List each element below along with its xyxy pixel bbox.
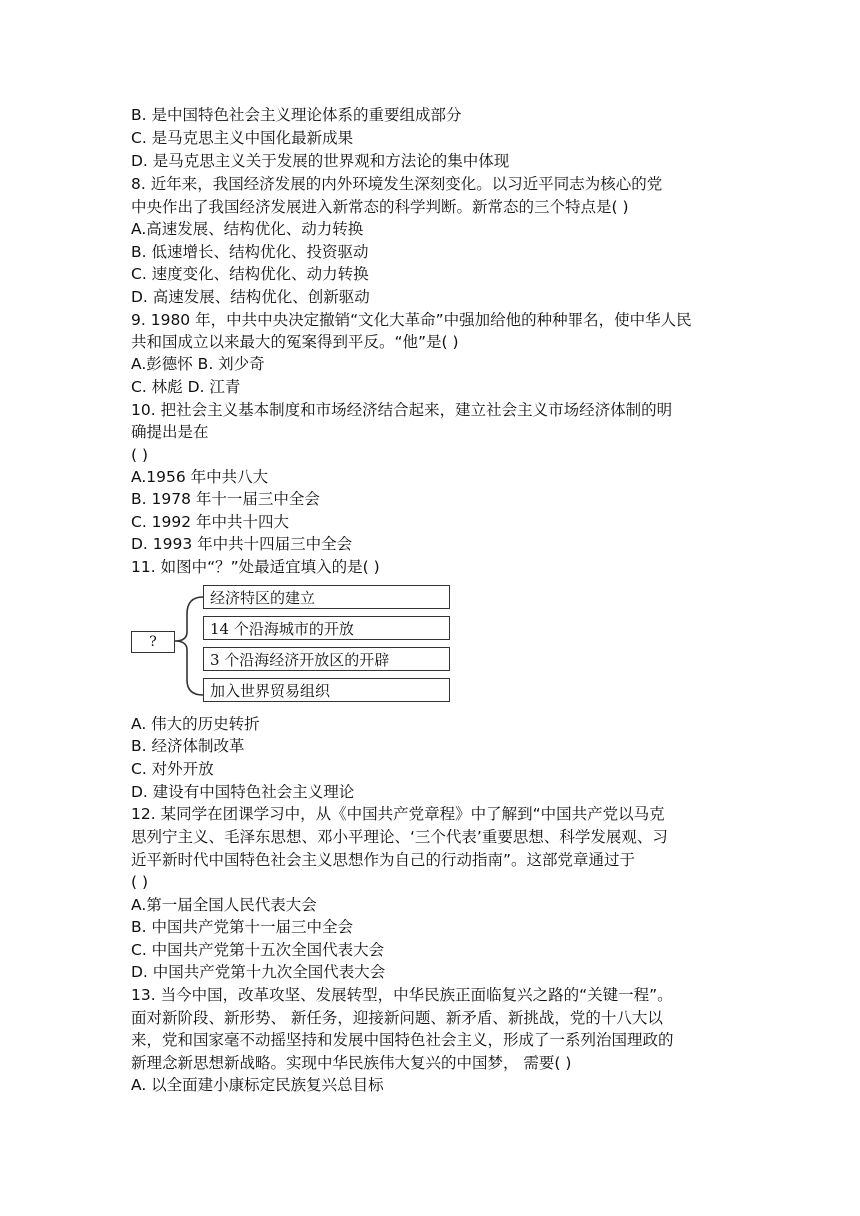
option-7d: D. 是马克思主义关于发展的世界观和方法论的集中体现 <box>131 152 510 170</box>
question-10-line-1: 10. 把社会主义基本制度和市场经济结合起来，建立社会主义市场经济体制的明 <box>131 401 673 419</box>
question-13-line-2: 面对新阶段、新形势、 新任务，迎接新问题、新矛盾、新挑战，党的十八大以 <box>131 1009 663 1027</box>
option-12a: A.第一届全国人民代表大会 <box>131 896 317 914</box>
diagram-item-2: 14 个沿海城市的开放 <box>203 616 450 640</box>
option-12d: D. 中国共产党第十九次全国代表大会 <box>131 963 386 981</box>
option-12b: B. 中国共产党第十一届三中全会 <box>131 918 353 936</box>
question-10-line-2: 确提出是在 <box>131 423 209 441</box>
unknown-box: ? <box>131 631 175 653</box>
option-8a: A.高速发展、结构优化、动力转换 <box>131 220 364 238</box>
option-7c: C. 是马克思主义中国化最新成果 <box>131 129 354 147</box>
question-13-line-4: 新理念新思想新战略。实现中华民族伟大复兴的中国梦， 需要( ) <box>131 1054 572 1072</box>
option-11d: D. 建设有中国特色社会主义理论 <box>131 783 355 801</box>
option-10d: D. 1993 年中共十四届三中全会 <box>131 535 353 553</box>
options-9ab: A.彭德怀 B. 刘少奇 <box>131 355 265 373</box>
question-9-line-1: 9. 1980 年，中共中央决定撤销“文化大革命”中强加给他的种种罪名，使中华人民 <box>131 311 692 329</box>
option-8b: B. 低速增长、结构优化、投资驱动 <box>131 243 369 261</box>
question-8-line-2: 中央作出了我国经济发展进入新常态的科学判断。新常态的三个特点是( ) <box>131 198 629 216</box>
diagram-item-3: 3 个沿海经济开放区的开辟 <box>203 647 450 671</box>
question-8-line-1: 8. 近年来，我国经济发展的内外环境发生深刻变化。以习近平同志为核心的党 <box>131 175 663 193</box>
option-11b: B. 经济体制改革 <box>131 737 245 755</box>
question-9-line-2: 共和国成立以来最大的冤案得到平反。“他”是( ) <box>131 333 459 351</box>
question-11: 11. 如图中“？”处最适宜填入的是( ) <box>131 558 380 576</box>
question-12-line-3: 近平新时代中国特色社会主义思想作为自己的行动指南”。这部党章通过于 <box>131 851 636 869</box>
question-13-line-3: 来，党和国家毫不动摇坚持和发展中国特色社会主义，形成了一系列治国理政的 <box>131 1031 674 1049</box>
option-7b: B. 是中国特色社会主义理论体系的重要组成部分 <box>131 106 462 124</box>
option-13a: A. 以全面建小康标定民族复兴总目标 <box>131 1076 384 1094</box>
option-11c: C. 对外开放 <box>131 760 214 778</box>
options-9cd: C. 林彪 D. 江青 <box>131 378 241 396</box>
question-12-line-2: 思列宁主义、毛泽东思想、邓小平理论、‘三个代表’重要思想、科学发展观、习 <box>131 828 668 846</box>
option-8d: D. 高速发展、结构优化、创新驱动 <box>131 288 370 306</box>
question-12-line-1: 12. 某同学在团课学习中，从《中国共产党章程》中了解到“中国共产党以马克 <box>131 805 665 823</box>
question-10-blank: ( ) <box>131 446 149 464</box>
option-10c: C. 1992 年中共十四大 <box>131 513 290 531</box>
diagram-item-4: 加入世界贸易组织 <box>203 678 450 702</box>
question-13-line-1: 13. 当今中国，改革攻坚、发展转型，中华民族正面临复兴之路的“关键一程”。 <box>131 986 673 1004</box>
diagram-item-1: 经济特区的建立 <box>203 585 450 609</box>
question-12-blank: ( ) <box>131 873 149 891</box>
question-11-diagram <box>131 584 461 706</box>
option-10b: B. 1978 年十一届三中全会 <box>131 490 320 508</box>
option-11a: A. 伟大的历史转折 <box>131 715 260 733</box>
option-12c: C. 中国共产党第十五次全国代表大会 <box>131 941 385 959</box>
brace-icon <box>173 584 205 706</box>
option-10a: A.1956 年中共八大 <box>131 468 269 486</box>
option-8c: C. 速度变化、结构优化、动力转换 <box>131 265 369 283</box>
